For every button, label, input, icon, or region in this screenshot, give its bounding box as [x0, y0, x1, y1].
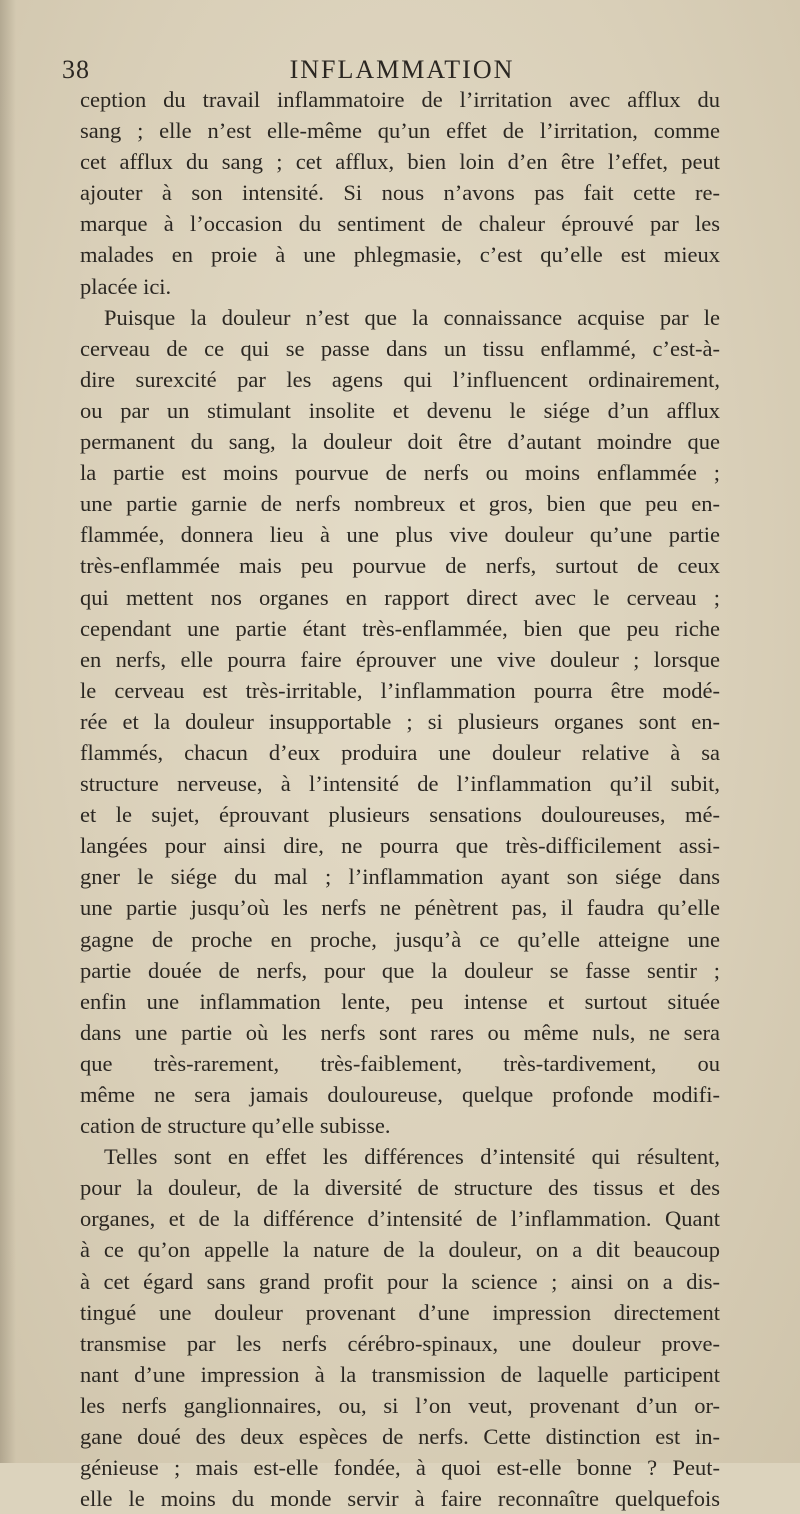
- text-line: marque à l’occasion du sentiment de chaleur éprouvé par les: [80, 211, 720, 237]
- text-line: nant d’une impression à la transmission de laquelle participent: [80, 1361, 720, 1387]
- text-line: cet afflux du sang ; cet afflux, bien loin d’en être l’effet, peut: [80, 149, 720, 175]
- text-line: permanent du sang, la douleur doit être d’autant moindre que: [80, 429, 720, 455]
- text-line: flammés, chacun d’eux produira une douleur relative à sa: [80, 739, 720, 765]
- text-line: enfin une inflammation lente, peu intense et surtout située: [80, 988, 720, 1014]
- text-line: ception du travail inflammatoire de l’irritation avec afflux du: [80, 87, 720, 112]
- text-line: gner le siége du mal ; l’inflammation ayant son siége dans: [80, 864, 720, 890]
- text-line: même ne sera jamais douloureuse, quelque profonde modifi-: [80, 1082, 720, 1107]
- running-title: INFLAMMATION: [289, 55, 515, 84]
- text-line: qui mettent nos organes en rapport direct avec le cerveau ;: [80, 584, 720, 610]
- text-line: les nerfs ganglionnaires, ou, si l’on veut, provenant d’un or-: [80, 1392, 720, 1418]
- text-line: elle le moins du monde servir à faire reconnaître quelquefois: [80, 1486, 720, 1512]
- body-text: [80, 84, 720, 1514]
- text-line: structure nerveuse, à l’intensité de l’inflammation qu’il subit,: [80, 771, 720, 797]
- text-line: une partie jusqu’où les nerfs ne pénètrent pas, il faudra qu’elle: [80, 895, 720, 921]
- text-line: gane doué des deux espèces de nerfs. Cette distinction est in-: [80, 1424, 720, 1450]
- text-line: cation de structure qu’elle subisse.: [80, 1113, 391, 1139]
- text-line: partie douée de nerfs, pour que la douleur se fasse sentir ;: [80, 957, 720, 983]
- text-line: à ce qu’on appelle la nature de la douleur, on a dit beaucoup: [80, 1237, 720, 1263]
- text-line: transmise par les nerfs cérébro-spinaux, une douleur prove-: [80, 1330, 720, 1356]
- text-line: cerveau de ce qui se passe dans un tissu enflammé, c’est-à-: [80, 335, 720, 361]
- text-line: dans une partie où les nerfs sont rares ou même nuls, ne sera: [80, 1019, 720, 1045]
- text-line: cependant une partie étant très-enflammée, bien que peu riche: [80, 615, 720, 641]
- text-line: génieuse ; mais est-elle fondée, à quoi est-elle bonne ? Peut-: [80, 1455, 720, 1481]
- text-line: ou par un stimulant insolite et devenu le siége d’un afflux: [80, 397, 720, 423]
- text-line: rée et la douleur insupportable ; si plusieurs organes sont en-: [80, 708, 720, 734]
- page-number: 38: [62, 55, 90, 84]
- text-line: flammée, donnera lieu à une plus vive douleur qu’une partie: [80, 522, 720, 548]
- text-line: en nerfs, elle pourra faire éprouver une vive douleur ; lorsque: [80, 646, 720, 672]
- text-line: langées pour ainsi dire, ne pourra que très-difficilement assi-: [80, 833, 720, 859]
- text-line: dire surexcité par les agens qui l’influencent ordinairement,: [80, 366, 720, 392]
- text-line: gagne de proche en proche, jusqu’à ce qu’elle atteigne une: [80, 926, 720, 952]
- text-line: la partie est moins pourvue de nerfs ou moins enflammée ;: [80, 460, 720, 486]
- text-line: le cerveau est très-irritable, l’inflammation pourra être modé-: [80, 677, 720, 703]
- page-gutter-shadow: [0, 0, 16, 1463]
- text-line: ajouter à son intensité. Si nous n’avons pas fait cette re-: [80, 180, 720, 206]
- text-line: très-enflammée mais peu pourvue de nerfs, surtout de ceux: [80, 553, 720, 579]
- text-line: à cet égard sans grand profit pour la science ; ainsi on a dis-: [80, 1268, 720, 1294]
- text-line: et le sujet, éprouvant plusieurs sensations douloureuses, mé-: [80, 802, 720, 828]
- text-line: placée ici.: [80, 273, 172, 299]
- text-line: une partie garnie de nerfs nombreux et gros, bien que peu en-: [80, 491, 720, 517]
- text-line: malades en proie à une phlegmasie, c’est qu’elle est mieux: [80, 242, 720, 268]
- paragraph-start-line: Telles sont en effet les différences d’intensité qui résultent,: [104, 1144, 720, 1170]
- text-line: organes, et de la différence d’intensité de l’inflammation. Quant: [80, 1206, 720, 1232]
- text-line: pour la douleur, de la diversité de structure des tissus et des: [80, 1175, 720, 1201]
- text-line: tingué une douleur provenant d’une impression directement: [80, 1299, 720, 1325]
- paragraph-start-line: Puisque la douleur n’est que la connaissance acquise par le: [104, 304, 720, 330]
- text-line: que très-rarement, très-faiblement, très-tardivement, ou: [80, 1050, 720, 1076]
- text-line: sang ; elle n’est elle-même qu’un effet de l’irritation, comme: [80, 118, 720, 144]
